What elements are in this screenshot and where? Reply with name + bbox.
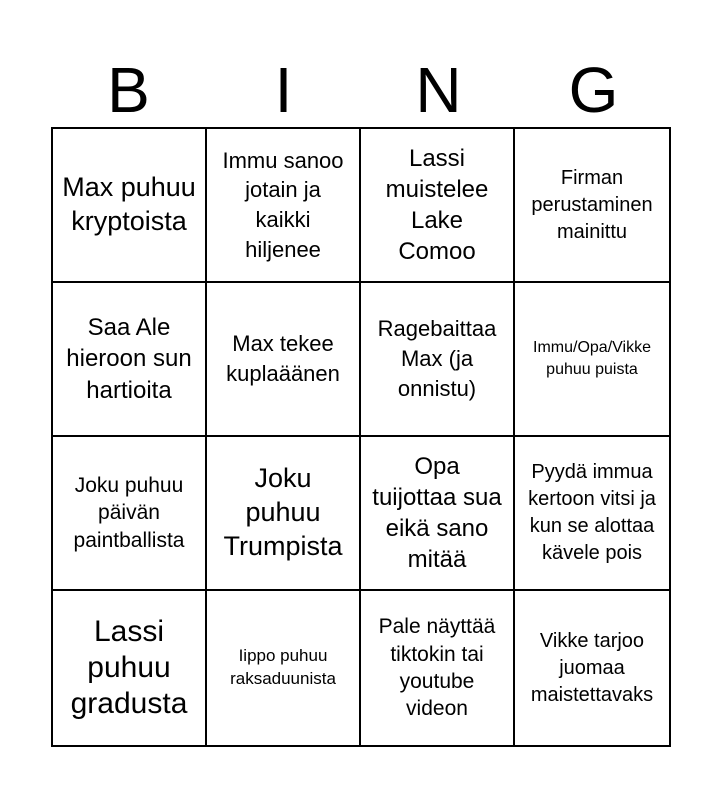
bingo-cell-r1c3[interactable]: Lassi muistelee Lake Comoo — [361, 129, 515, 283]
header-letter-n: N — [415, 54, 462, 126]
bingo-cell-r2c4[interactable]: Immu/Opa/Vikke puhuu puista — [515, 283, 669, 437]
bingo-grid — [51, 127, 671, 747]
header-letter-i: I — [274, 54, 293, 126]
bingo-cell-r3c1[interactable]: Joku puhuu päivän paintballista — [53, 437, 207, 591]
header-letter-b: B — [107, 54, 150, 126]
bingo-cell-r2c1[interactable]: Saa Ale hieroon sun hartioita — [53, 283, 207, 437]
bingo-cell-r2c3[interactable]: Ragebaittaa Max (ja onnistu) — [361, 283, 515, 437]
bingo-cell-r4c3[interactable]: Pale näyttää tiktokin tai youtube videon — [361, 591, 515, 745]
bingo-cell-r4c2[interactable]: Iippo puhuu raksaduunista — [207, 591, 361, 745]
bingo-cell-r2c2[interactable]: Max tekee kuplaäänen — [207, 283, 361, 437]
header-letter-g: G — [568, 54, 619, 126]
bingo-cell-r4c1[interactable]: Lassi puhuu gradusta — [53, 591, 207, 745]
bingo-header — [51, 52, 671, 128]
bingo-cell-r3c3[interactable]: Opa tuijottaa sua eikä sano mitää — [361, 437, 515, 591]
bingo-cell-r3c2[interactable]: Joku puhuu Trumpista — [207, 437, 361, 591]
bingo-cell-r1c4[interactable]: Firman perustaminen mainittu — [515, 129, 669, 283]
bingo-cell-r4c4[interactable]: Vikke tarjoo juomaa maistettavaks — [530, 629, 654, 706]
bingo-cell-r3c4[interactable]: Pyydä immua kertoon vitsi ja kun se alottaa kävele pois — [515, 437, 669, 591]
bingo-cell-r1c1[interactable]: Max puhuu kryptoista — [53, 129, 207, 283]
bingo-cell-r1c2[interactable]: Immu sanoo jotain ja kaikki hiljenee — [207, 129, 361, 283]
